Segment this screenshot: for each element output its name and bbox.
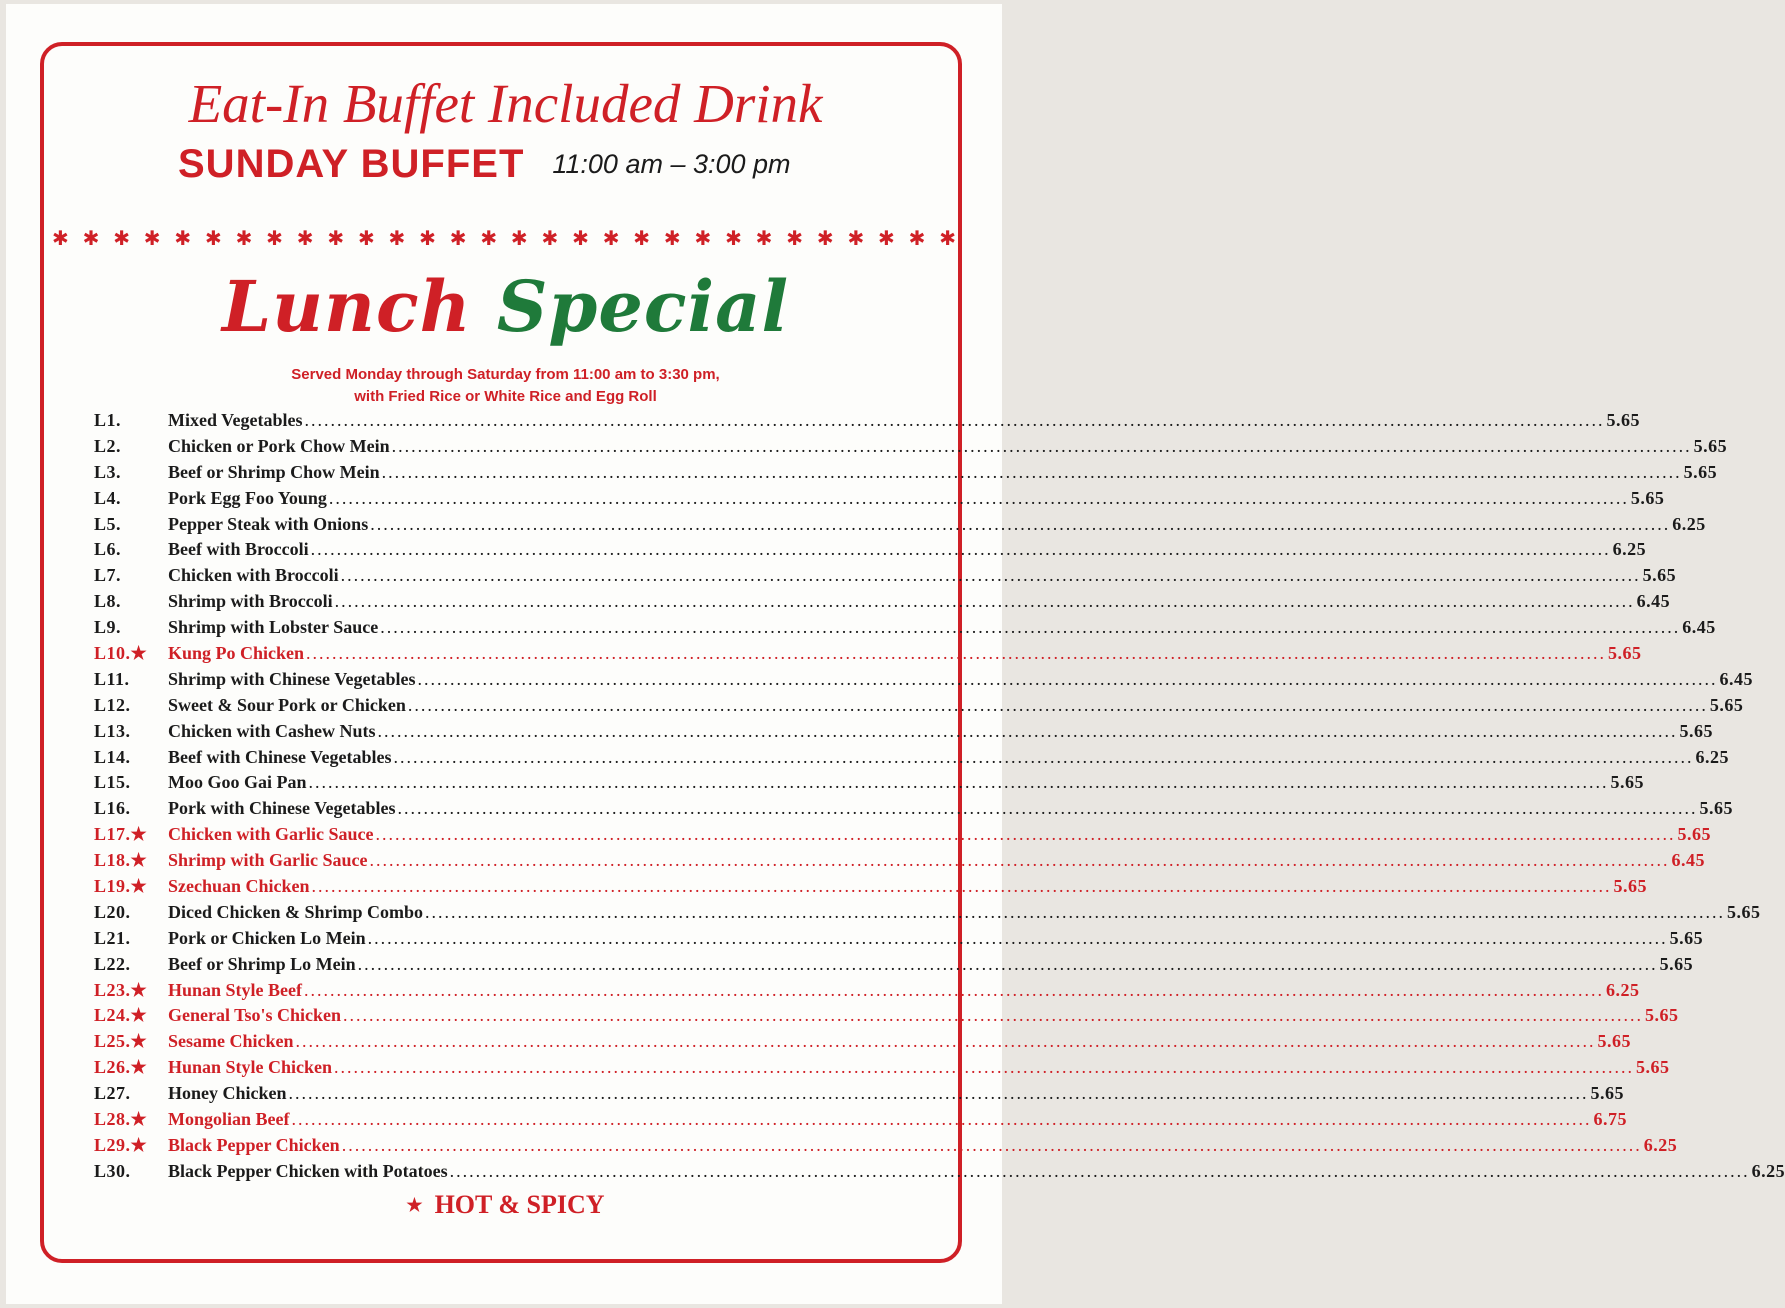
dot-leader: ........................................................................................................................................................................................................ [308,772,1609,793]
item-code: L17.★ [94,824,148,845]
item-name: General Tso's Chicken [168,1005,342,1026]
dot-leader: ........................................................................................................................................................................................................ [393,746,1694,767]
dot-leader: ........................................................................................................................................................................................................ [311,876,1612,897]
item-name: Shrimp with Broccoli [168,591,333,612]
item-name: Pork Egg Foo Young [168,487,327,508]
menu-item [94,1055,1670,1081]
item-price: 5.65 [1693,435,1728,456]
item-price: 5.65 [1669,927,1704,948]
item-code: L13. [94,720,131,741]
item-price: 5.65 [1727,901,1761,922]
item-name: Beef or Shrimp Lo Mein [168,953,356,974]
item-code: L25.★ [94,1031,148,1052]
asterisk-star-icon: ✱ [694,228,712,250]
asterisk-star-icon: ✱ [786,228,804,250]
item-name: Beef with Broccoli [168,539,309,560]
menu-item [94,1133,1678,1159]
dot-leader: ........................................................................................................................................................................................................ [304,410,1605,430]
item-price: 6.25 [1695,746,1729,767]
asterisk-star-icon: ✱ [449,228,467,250]
menu-list [94,408,1785,1185]
dot-leader: ........................................................................................................................................................................................................ [449,1160,1750,1181]
menu-item [94,1107,1627,1133]
item-code: L1. [94,410,122,430]
asterisk-star-icon: ✱ [663,228,681,250]
asterisk-star-icon: ✱ [847,228,865,250]
asterisk-star-icon: ✱ [816,228,834,250]
asterisk-star-icon: ✱ [541,228,559,250]
item-name: Diced Chicken & Shrimp Combo [168,901,424,922]
item-code: L9. [94,617,122,638]
dot-leader: ........................................................................................................................................................................................................ [381,461,1682,482]
item-code: L14. [94,746,131,767]
item-code: L24.★ [94,1005,148,1026]
dot-leader: ........................................................................................................................................................................................................ [288,1083,1589,1104]
dot-leader: ........................................................................................................................................................................................................ [367,927,1668,948]
dot-leader: ........................................................................................................................................................................................................ [343,1005,1644,1026]
item-code: L18.★ [94,850,148,871]
asterisk-star-icon: ✱ [510,228,528,250]
item-code: L19.★ [94,876,148,897]
dot-leader: ........................................................................................................................................................................................................ [397,798,1698,819]
menu-item [94,1029,1631,1055]
item-code: L4. [94,487,122,508]
dot-leader: ........................................................................................................................................................................................................ [377,720,1678,741]
item-name: Hunan Style Chicken [168,1057,333,1078]
item-price: 5.65 [1613,876,1648,897]
item-price: 5.65 [1709,694,1744,715]
star-divider [52,226,956,252]
item-name: Black Pepper Chicken with Potatoes [168,1160,448,1181]
item-name: Hunan Style Beef [168,979,303,1000]
asterisk-star-icon: ✱ [204,228,222,250]
served-note [0,364,1011,408]
dot-leader: ........................................................................................................................................................................................................ [407,694,1708,715]
item-price: 5.65 [1636,1057,1670,1078]
item-code: L22. [94,953,131,974]
dot-leader: ........................................................................................................................................................................................................ [340,565,1641,586]
item-code: L11. [94,668,130,689]
item-price: 5.65 [1606,410,1640,430]
dot-leader: ........................................................................................................................................................................................................ [306,643,1607,664]
menu-item [94,641,1642,667]
section-title-word1: Lunch [221,265,472,348]
dot-leader: ........................................................................................................................................................................................................ [304,979,1605,1000]
item-name: Sesame Chicken [168,1031,294,1052]
asterisk-star-icon: ✱ [480,228,498,250]
menu-item [94,796,1734,822]
item-code: L30. [94,1160,131,1181]
item-price: 6.75 [1593,1109,1627,1130]
sunday-buffet-row [178,142,878,190]
asterisk-star-icon: ✱ [296,228,314,250]
menu-item [94,460,1718,486]
item-code: L26.★ [94,1057,148,1078]
item-price: 6.45 [1671,850,1706,871]
served-line-2: with Fried Rice or White Rice and Egg Roll [354,388,657,405]
menu-item [94,952,1694,978]
menu-item [94,1081,1625,1107]
item-code: L2. [94,435,122,456]
menu-item [94,615,1716,641]
item-price: 5.65 [1679,720,1714,741]
item-name: Chicken with Cashew Nuts [168,720,376,741]
menu-item [94,874,1648,900]
dot-leader: ........................................................................................................................................................................................................ [357,953,1658,974]
menu-item [94,978,1640,1004]
dot-leader: ........................................................................................................................................................................................................ [291,1109,1592,1130]
served-line-1: Served Monday through Saturday from 11:00 am to 3:30 pm, [291,366,720,383]
item-name: Shrimp with Garlic Sauce [168,850,368,871]
asterisk-star-icon: ✱ [939,228,956,250]
menu-item [94,486,1665,512]
item-name: Chicken with Broccoli [168,565,339,586]
asterisk-star-icon: ✱ [82,228,100,250]
item-name: Pepper Steak with Onions [168,513,369,534]
menu-item [94,1159,1785,1185]
menu-item [94,770,1644,796]
menu-item [94,745,1729,771]
item-price: 6.45 [1719,668,1754,689]
buffet-hours: 11:00 am – 3:00 pm [552,149,791,179]
item-code: L3. [94,461,122,482]
dot-leader: ........................................................................................................................................................................................................ [375,824,1676,845]
headline: Eat-In Buffet Included Drink [188,73,823,134]
item-name: Pork or Chicken Lo Mein [168,927,366,948]
item-name: Pork with Chinese Vegetables [168,798,396,819]
dot-leader: ........................................................................................................................................................................................................ [334,1057,1635,1078]
item-name: Chicken or Pork Chow Mein [168,435,390,456]
dot-leader: ........................................................................................................................................................................................................ [417,668,1718,689]
item-price: 5.65 [1630,487,1665,508]
asterisk-star-icon: ✱ [878,228,895,250]
asterisk-star-icon: ✱ [113,228,130,250]
dot-leader: ........................................................................................................................................................................................................ [334,591,1635,612]
item-code: L7. [94,565,122,586]
section-title [0,262,1011,352]
dot-leader: ........................................................................................................................................................................................................ [341,1134,1642,1155]
item-name: Shrimp with Lobster Sauce [168,617,379,638]
menu-item [94,693,1744,719]
asterisk-star-icon: ✱ [143,228,161,250]
item-code: L20. [94,901,131,922]
item-price: 6.45 [1636,591,1671,612]
item-price: 5.65 [1659,953,1694,974]
asterisk-star-icon: ✱ [725,228,742,250]
item-code: L8. [94,591,122,612]
item-name: Beef or Shrimp Chow Mein [168,461,380,482]
menu-item [94,1003,1679,1029]
menu-item [94,926,1704,952]
dot-leader: ........................................................................................................................................................................................................ [380,617,1681,638]
asterisk-star-icon: ✱ [755,228,773,250]
item-price: 5.65 [1597,1031,1631,1052]
asterisk-star-icon: ✱ [633,228,651,250]
item-code: L6. [94,539,122,560]
asterisk-star-icon: ✱ [419,228,436,250]
item-name: Chicken with Garlic Sauce [168,824,374,845]
dot-leader: ........................................................................................................................................................................................................ [295,1031,1596,1052]
item-price: 5.65 [1608,643,1642,664]
asterisk-star-icon: ✱ [602,228,620,250]
item-price: 6.25 [1643,1134,1678,1155]
menu-item [94,434,1728,460]
menu-item [94,667,1754,693]
asterisk-star-icon: ✱ [174,228,192,250]
item-name: Honey Chicken [168,1083,287,1104]
item-name: Mongolian Beef [168,1109,290,1130]
menu-item [94,408,1640,434]
item-price: 6.25 [1612,539,1647,560]
item-price: 6.25 [1672,513,1706,534]
item-price: 6.25 [1606,979,1640,1000]
item-code: L10.★ [94,643,148,664]
item-code: L23.★ [94,979,148,1000]
dot-leader: ........................................................................................................................................................................................................ [369,850,1670,871]
item-name: Mixed Vegetables [168,410,303,430]
menu-item [94,822,1711,848]
section-title-word2: Special [496,265,790,348]
item-price: 5.65 [1645,1005,1679,1026]
item-price: 5.65 [1642,565,1677,586]
item-price: 6.25 [1751,1160,1785,1181]
dot-leader: ........................................................................................................................................................................................................ [370,513,1671,534]
menu-item [94,589,1671,615]
dot-leader: ........................................................................................................................................................................................................ [310,539,1611,560]
dot-leader: ........................................................................................................................................................................................................ [391,435,1692,456]
item-code: L21. [94,927,131,948]
item-price: 5.65 [1683,461,1718,482]
item-code: L16. [94,798,131,819]
asterisk-star-icon: ✱ [327,228,345,250]
asterisk-star-icon: ✱ [52,228,69,250]
asterisk-star-icon: ✱ [235,228,253,250]
menu-item [94,848,1706,874]
asterisk-star-icon: ✱ [388,228,406,250]
dot-leader: ........................................................................................................................................................................................................ [425,901,1726,922]
hot-spicy-star-icon: ★ [406,1195,423,1215]
legend-text: HOT & SPICY [434,1190,605,1219]
item-name: Szechuan Chicken [168,876,310,897]
item-price: 5.65 [1677,824,1711,845]
item-name: Black Pepper Chicken [168,1134,340,1155]
item-code: L28.★ [94,1109,148,1130]
asterisk-star-icon: ✱ [908,228,926,250]
menu-item [94,719,1714,745]
item-name: Moo Goo Gai Pan [168,772,307,793]
item-price: 5.65 [1699,798,1734,819]
menu-item [94,900,1761,926]
item-code: L27. [94,1083,131,1104]
item-code: L5. [94,513,122,534]
item-code: L12. [94,694,131,715]
hot-spicy-legend [0,1188,1011,1222]
dot-leader: ........................................................................................................................................................................................................ [328,487,1629,508]
item-name: Shrimp with Chinese Vegetables [168,668,416,689]
buffet-title: SUNDAY BUFFET [178,142,525,186]
asterisk-star-icon: ✱ [266,228,283,250]
item-price: 6.45 [1682,617,1716,638]
menu-item [94,563,1677,589]
item-price: 5.65 [1590,1083,1625,1104]
asterisk-star-icon: ✱ [357,228,375,250]
menu-item [94,512,1706,538]
item-price: 5.65 [1610,772,1644,793]
item-name: Kung Po Chicken [168,643,305,664]
item-code: L15. [94,772,131,793]
item-code: L29.★ [94,1134,148,1155]
item-name: Sweet & Sour Pork or Chicken [168,694,406,715]
item-name: Beef with Chinese Vegetables [168,746,392,767]
asterisk-star-icon: ✱ [572,228,589,250]
menu-item [94,537,1647,563]
